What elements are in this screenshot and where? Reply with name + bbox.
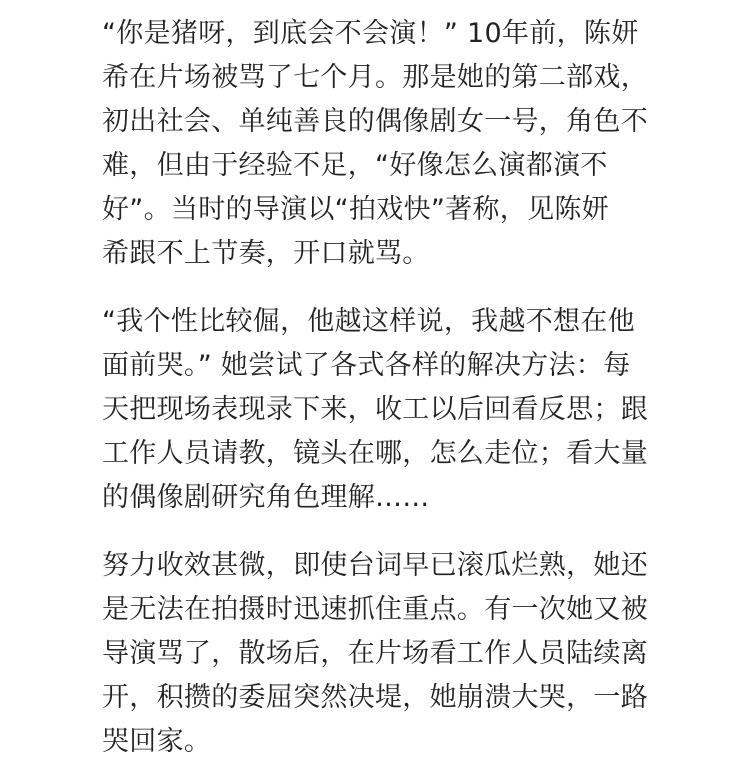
text-line: 初出社会、单纯善良的偶像剧女一号，角色不 (102, 106, 648, 137)
article-paragraph-3 (102, 544, 647, 764)
text-line: 努力收效甚微，即使台词早已滚瓜烂熟，她还 (102, 550, 648, 581)
text-line: 的偶像剧研究角色理解…… (102, 482, 430, 513)
text-line: 哭回家。 (102, 726, 212, 757)
text-line: 天把现场表现录下来，收工以后回看反思；跟 (102, 394, 648, 425)
text-line: 希在片场被骂了七个月。那是她的第二部戏， (102, 62, 648, 93)
text-line: 好”。当时的导演以“拍戏快”著称，见陈妍 (102, 194, 609, 225)
article-paragraph-1 (102, 0, 647, 276)
text-line: 希跟不上节奏，开口就骂。 (102, 238, 430, 269)
article-body (102, 0, 647, 764)
text-line: 是无法在拍摄时迅速抓住重点。有一次她又被 (102, 594, 648, 625)
text-line: “你是猪呀，到底会不会演！” 10年前，陈妍 (102, 18, 639, 49)
text-line: 面前哭。” 她尝试了各式各样的解决方法：每 (102, 350, 631, 381)
text-line: 开，积攒的委屈突然决堤，她崩溃大哭，一路 (102, 682, 648, 713)
text-line: 工作人员请教，镜头在哪，怎么走位；看大量 (102, 438, 648, 469)
text-line: 难，但由于经验不足，“好像怎么演都演不 (102, 150, 608, 181)
text-line: “我个性比较倔，他越这样说，我越不想在他 (102, 306, 635, 337)
text-line: 导演骂了，散场后，在片场看工作人员陆续离 (102, 638, 648, 669)
article-paragraph-2 (102, 300, 647, 520)
